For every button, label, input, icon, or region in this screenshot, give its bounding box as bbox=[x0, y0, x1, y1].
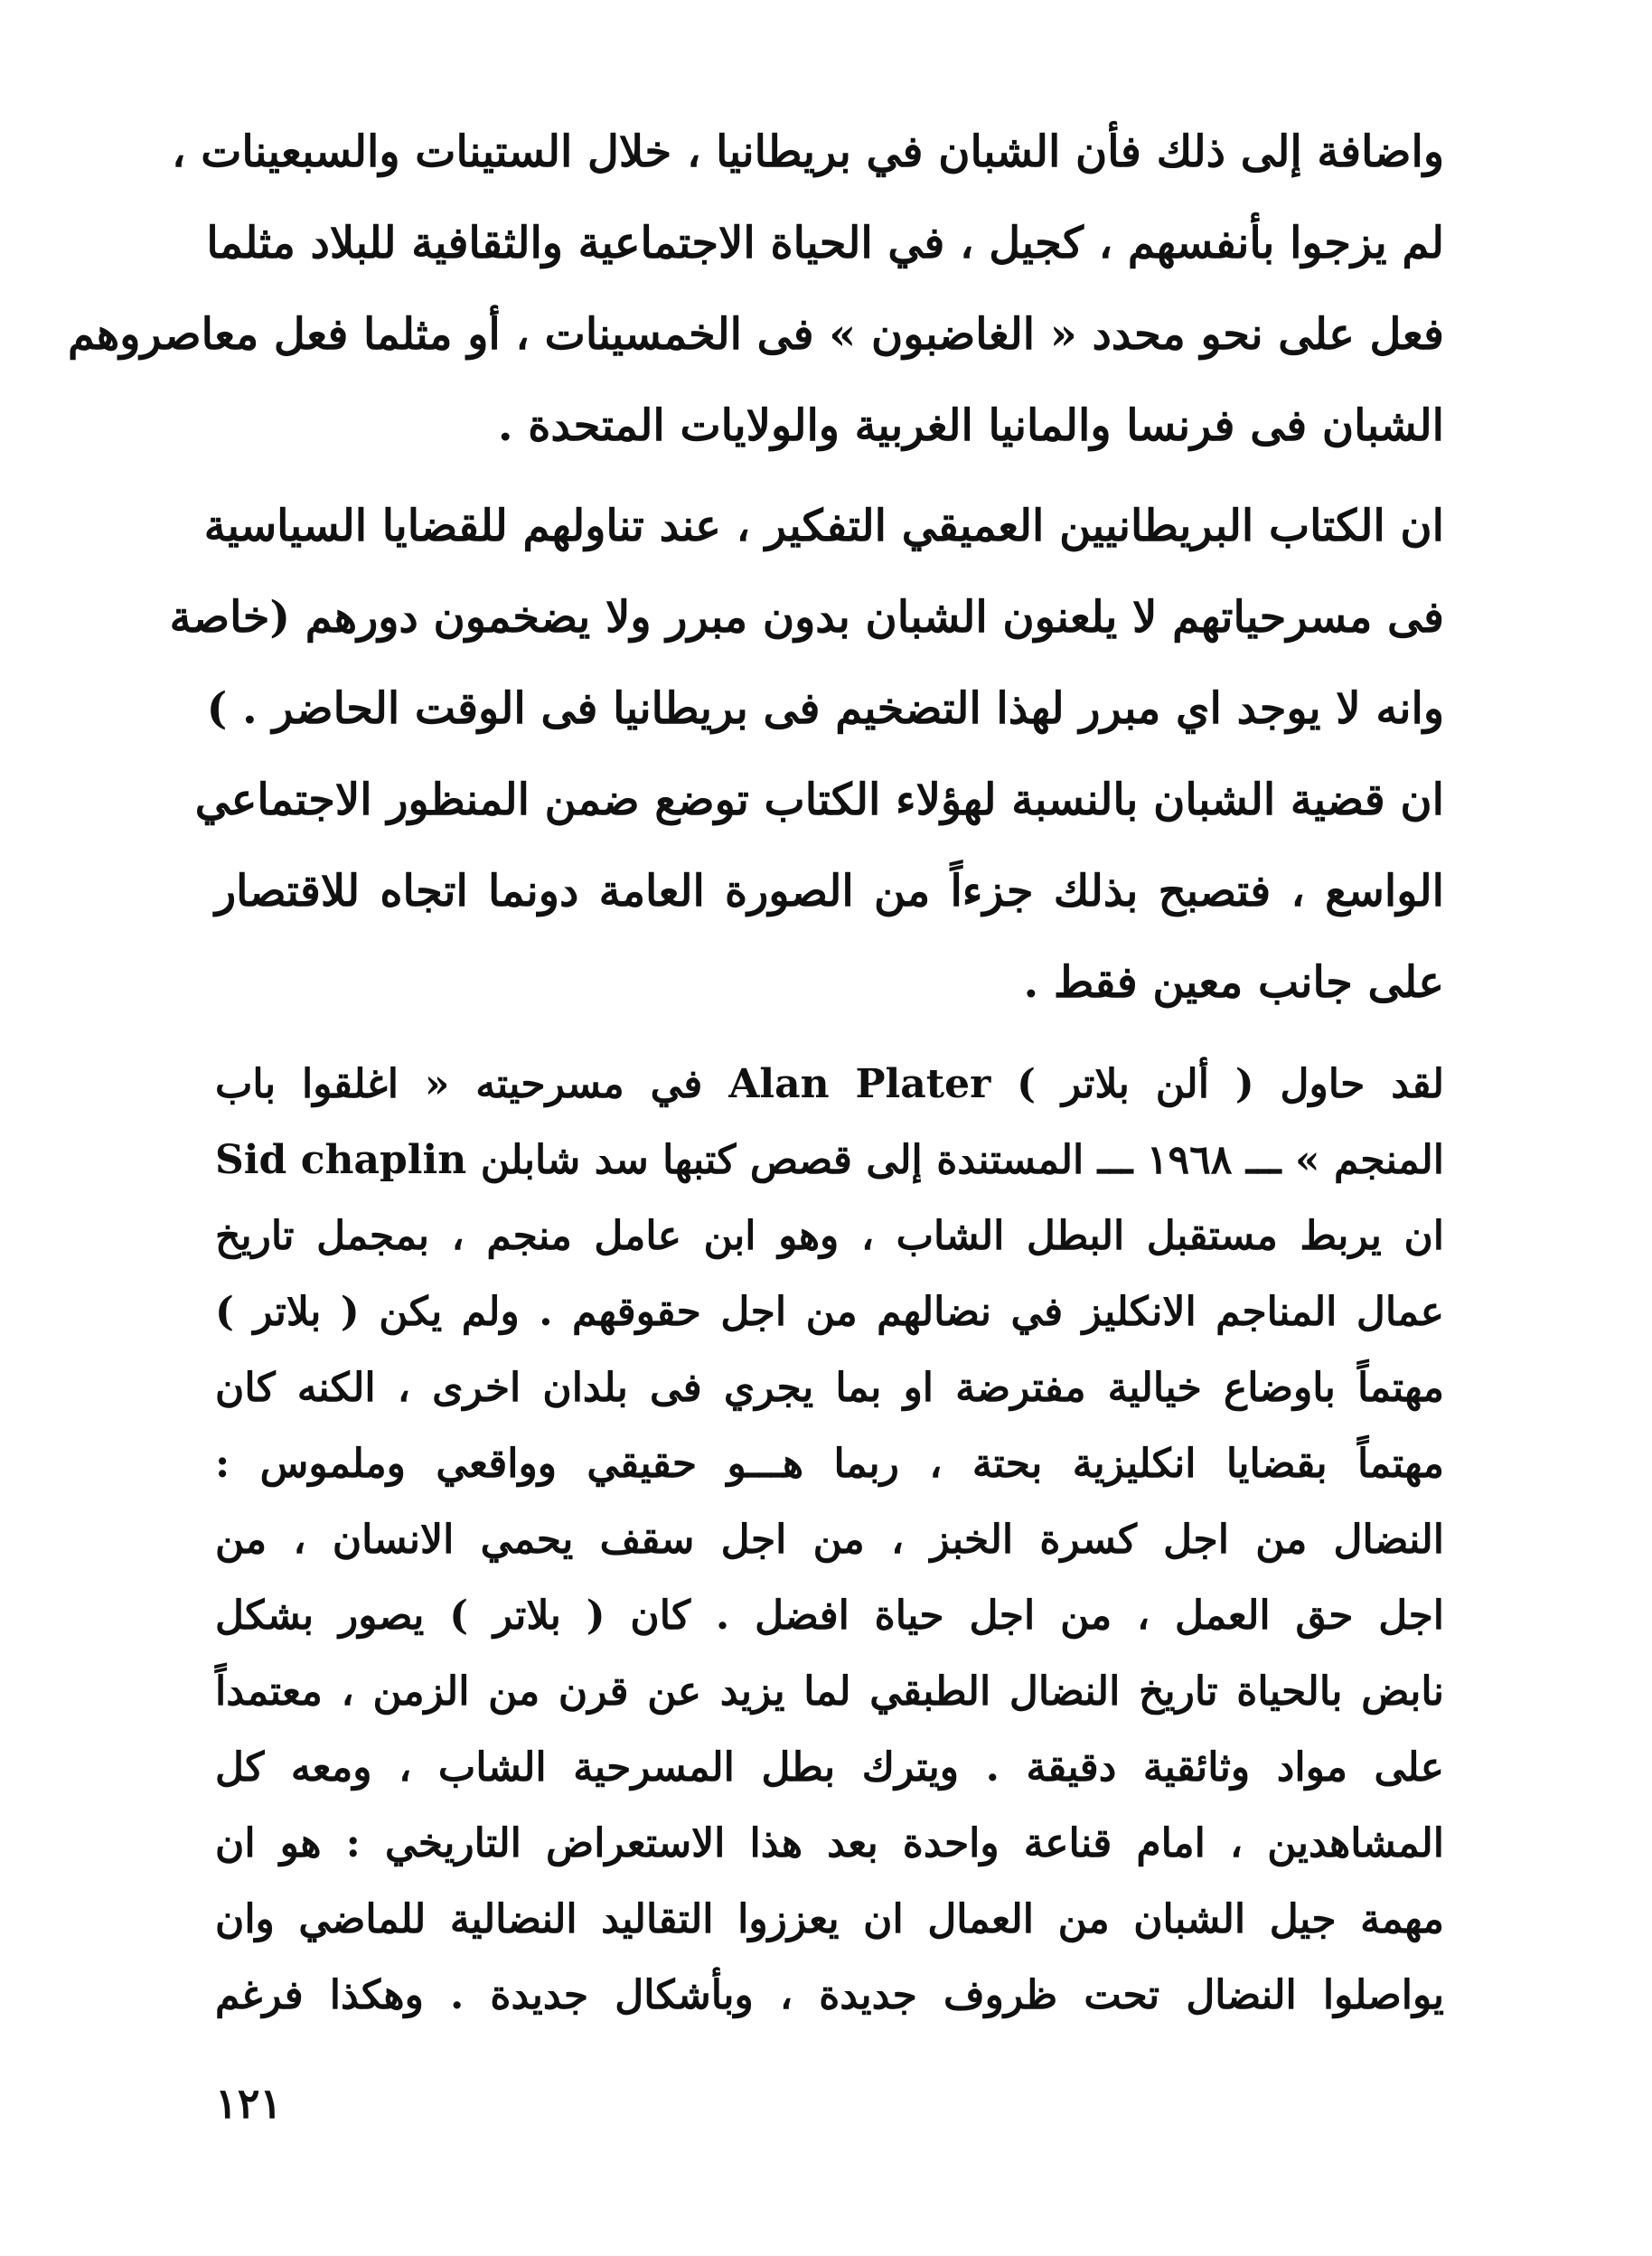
text-line: الشبان فى فرنسا والمانيا الغربية والولايات المتحدة . bbox=[497, 400, 1444, 451]
text-line: وانه لا يوجد اي مبرر لهذا التضخيم فى بريطانيا فى الوقت الحاضر . ) bbox=[206, 683, 1444, 734]
text-line: واضافة إلى ذلك فأن الشبان في بريطانيا ، خلال الستينات والسبعينات ، bbox=[171, 127, 1444, 177]
paragraph-3 bbox=[215, 1047, 1444, 2034]
text-line: فى مسرحياتهم لا يلعنون الشبان بدون مبرر ولا يضخمون دورهم (خاصة bbox=[169, 592, 1444, 643]
text-line: مهتماً بقضايا انكليزية بحتة ، ربما هـــو حقيقي وواقعي وملموس : bbox=[215, 1441, 1444, 1487]
text-line: النضال من اجل كسرة الخبز ، من اجل سقف يحمي الانسان ، من bbox=[215, 1517, 1444, 1563]
text-line: ان يربط مستقبل البطل الشاب ، وهو ابن عامل منجم ، بمجمل تاريخ bbox=[215, 1213, 1444, 1259]
text-line: لقد حاول ( ألن بلاتر ) Alan Plater في مسرحيته « اغلقوا باب bbox=[215, 1061, 1445, 1107]
text-line: الواسع ، فتصبح بذلك جزءاً من الصورة العامة دونما اتجاه للاقتصار bbox=[215, 866, 1444, 916]
paragraph-1 bbox=[67, 107, 1444, 472]
text-line: يواصلوا النضال تحت ظروف جديدة ، وبأشكال جديدة . وهكذا فرغم bbox=[215, 1972, 1444, 2018]
text-line: مهمة جيل الشبان من العمال ان يعززوا التقاليد النضالية للماضي وان bbox=[215, 1896, 1444, 1942]
text-line: المشاهدين ، امام قناعة واحدة بعد هذا الاستعراض التاريخي : هو ان bbox=[215, 1820, 1444, 1866]
text-line: لم يزجوا بأنفسهم ، كجيل ، في الحياة الاجتماعية والثقافية للبلاد مثلما bbox=[206, 218, 1444, 268]
text-line: فعل على نحو محدد « الغاضبون » فى الخمسينات ، أو مثلما فعل معاصروهم bbox=[67, 309, 1444, 360]
text-line: اجل حق العمل ، من اجل حياة افضل . كان ( بلاتر ) يصور بشكل bbox=[215, 1593, 1444, 1639]
text-line: ان قضية الشبان بالنسبة لهؤلاء الكتاب توضع ضمن المنظور الاجتماعي bbox=[194, 775, 1444, 825]
text-line: على جانب معين فقط . bbox=[1023, 957, 1444, 1008]
text-line: مهتماً باوضاع خيالية مفترضة او بما يجري فى بلدان اخرى ، الكنه كان bbox=[215, 1365, 1444, 1411]
text-line: نابض بالحياة تاريخ النضال الطبقي لما يزيد عن قرن من الزمن ، معتمداً bbox=[215, 1668, 1444, 1715]
text-line: المنجم » ـــ ١٩٦٨ ـــ المستندة إلى قصص كتبها سد شابلن Sid chaplin bbox=[215, 1137, 1444, 1183]
text-line: ان الكتاب البريطانيين العميقي التفكير ، عند تناولهم للقضايا السياسية bbox=[203, 501, 1444, 551]
page-number: ١٢١ bbox=[215, 2079, 283, 2128]
text-line: عمال المناجم الانكليز في نضالهم من اجل حقوقهم . ولم يكن ( بلاتر ) bbox=[215, 1289, 1444, 1335]
paragraph-2 bbox=[169, 481, 1444, 1029]
text-line: على مواد وثائقية دقيقة . ويترك بطل المسرحية الشاب ، ومعه كل bbox=[215, 1744, 1444, 1791]
